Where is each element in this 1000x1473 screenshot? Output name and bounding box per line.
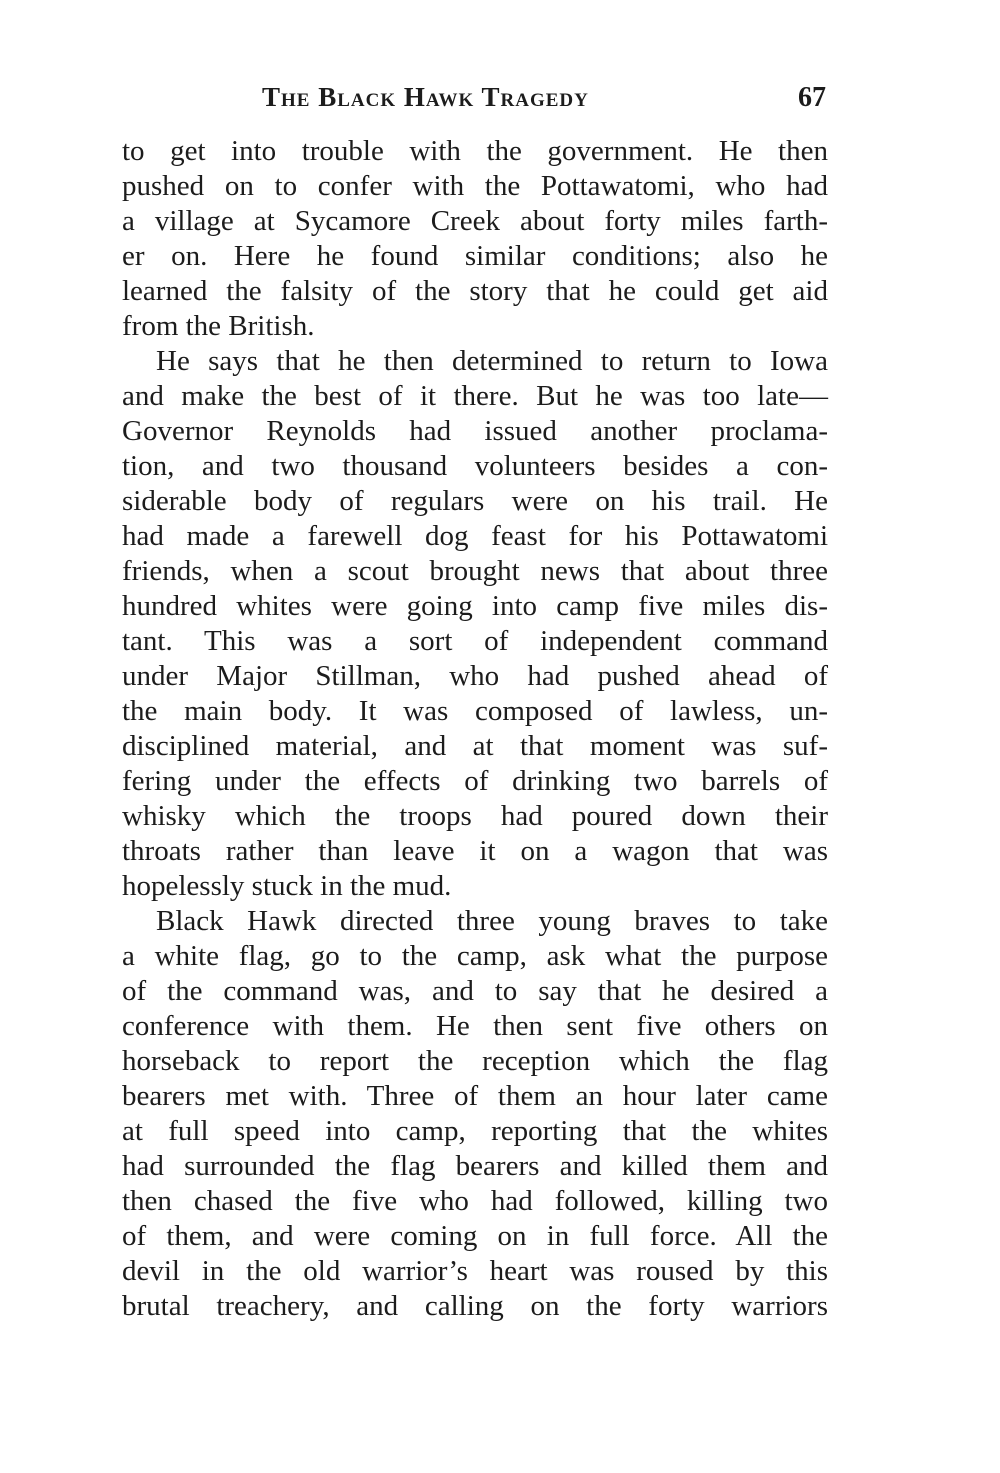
text-line: friends, when a scout brought news that about three: [122, 555, 828, 587]
text-line: er on. Here he found similar conditions; also he: [122, 240, 828, 272]
text-line: and make the best of it there. But he was too late—: [122, 380, 828, 412]
text-line: from the British.: [122, 310, 315, 342]
text-line: the main body. It was composed of lawless, un-: [122, 695, 828, 727]
text-line: horseback to report the reception which the flag: [122, 1045, 828, 1077]
text-line: at full speed into camp, reporting that the whites: [122, 1115, 828, 1147]
text-line: brutal treachery, and calling on the forty warriors: [122, 1290, 828, 1322]
text-line: of the command was, and to say that he desired a: [122, 975, 828, 1007]
text-line: bearers met with. Three of them an hour later came: [122, 1080, 828, 1112]
text-line: under Major Stillman, who had pushed ahead of: [122, 660, 828, 692]
text-line: had made a farewell dog feast for his Pottawatomi: [122, 520, 828, 552]
running-head: [122, 82, 828, 122]
page-number: 67: [798, 82, 826, 113]
text-line: learned the falsity of the story that he could get aid: [122, 275, 828, 307]
text-line: a village at Sycamore Creek about forty miles farth-: [122, 205, 828, 237]
text-line: had surrounded the flag bearers and killed them and: [122, 1150, 828, 1182]
text-line: throats rather than leave it on a wagon that was: [122, 835, 828, 867]
text-line: conference with them. He then sent five others on: [122, 1010, 828, 1042]
text-line: hundred whites were going into camp five miles dis-: [122, 590, 828, 622]
text-line: tant. This was a sort of independent command: [122, 625, 828, 657]
text-line: of them, and were coming on in full force. All the: [122, 1220, 828, 1252]
text-line: hopelessly stuck in the mud.: [122, 870, 452, 902]
text-line: pushed on to confer with the Pottawatomi, who had: [122, 170, 828, 202]
text-line: devil in the old warrior’s heart was roused by this: [122, 1255, 828, 1287]
text-line: a white flag, go to the camp, ask what the purpose: [122, 940, 828, 972]
text-line: siderable body of regulars were on his trail. He: [122, 485, 828, 517]
text-line: disciplined material, and at that moment was suf-: [122, 730, 828, 762]
text-line: then chased the five who had followed, killing two: [122, 1185, 828, 1217]
text-line: to get into trouble with the government. He then: [122, 135, 828, 167]
text-line: whisky which the troops had poured down their: [122, 800, 828, 832]
text-line: tion, and two thousand volunteers besides a con-: [122, 450, 828, 482]
text-line: fering under the effects of drinking two barrels of: [122, 765, 828, 797]
paragraph-start-line: Black Hawk directed three young braves to take: [156, 905, 828, 937]
running-title: The Black Hawk Tragedy: [262, 82, 589, 112]
text-line: Governor Reynolds had issued another proclama-: [122, 415, 828, 447]
paragraph-start-line: He says that he then determined to return to Iowa: [156, 345, 828, 377]
